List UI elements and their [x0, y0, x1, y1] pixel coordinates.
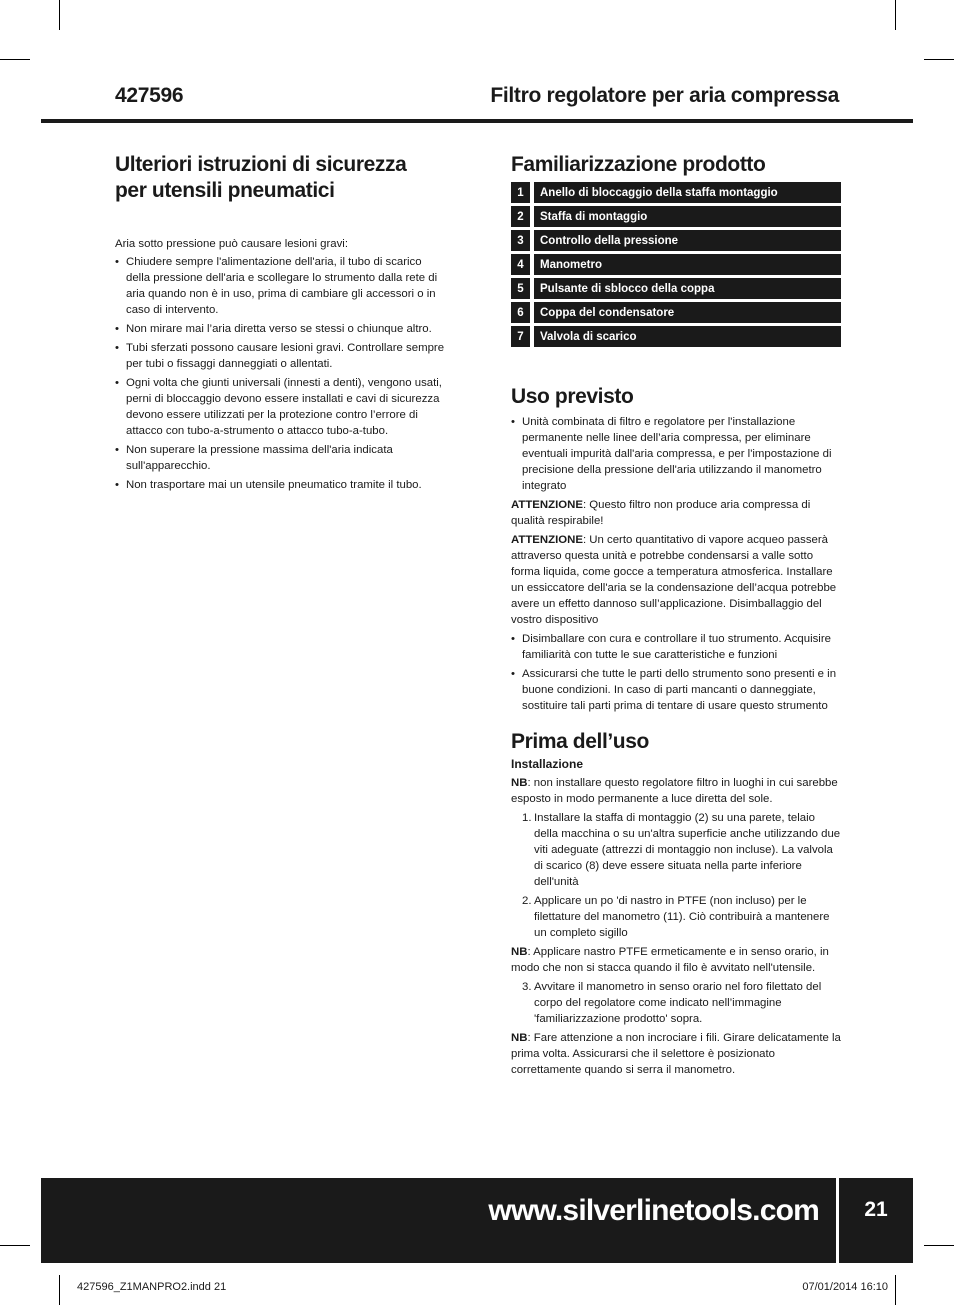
- list-item: [522, 893, 841, 941]
- website-link[interactable]: www.silverlinetools.com: [488, 1194, 819, 1227]
- note-label: NB: [511, 1032, 528, 1044]
- list-item: • Non trasportare mai un utensile pneumatico tramite il tubo.: [115, 477, 445, 493]
- crop-mark: [59, 1275, 60, 1305]
- part-label: Valvola di scarico: [534, 326, 841, 347]
- list-item: • Ogni volta che giunti universali (innesti a denti), vengono usati, perni di bloccaggio devono essere installati e cavi di sicurezza devono essere utilizzati per la protezione contro l’errore di attacco con tubo-a-strumento o attacco tubo-a-tubo.: [115, 375, 445, 439]
- table-row: [511, 230, 841, 251]
- list-item: [522, 979, 841, 1027]
- part-number: 2: [511, 206, 534, 227]
- installation-steps: [511, 810, 841, 941]
- product-code: 427596: [115, 84, 184, 107]
- print-slug-date: 07/01/2014 16:10: [802, 1281, 888, 1293]
- part-number: 3: [511, 230, 534, 251]
- familiarization-title: Familiarizzazione prodotto: [511, 153, 766, 176]
- part-number: 7: [511, 326, 534, 347]
- crop-mark: [895, 0, 896, 30]
- safety-title: [115, 152, 445, 204]
- right-column: [511, 152, 841, 1081]
- safety-section: [115, 152, 445, 496]
- intended-use-list: [511, 414, 841, 494]
- step-text: Installare la staffa di montaggio (2) su una parete, telaio della macchina o su un'altra superficie anche utilizzando due viti adeguate (attrezzi di montaggio non incluse). La valvola di scarico (8) deve essere situata nella parte inferiore dell'unità: [534, 812, 841, 888]
- list-item: • Disimballare con cura e controllare il tuo strumento. Acquisire familiarità con tutte le sue caratteristiche e funzioni: [511, 631, 841, 663]
- page-number: 21: [864, 1198, 888, 1221]
- crop-mark: [924, 59, 954, 60]
- note-text: : Applicare nastro PTFE ermeticamente e in senso orario, in modo che non si stacca quando il filo è avvitato nell'utensile.: [511, 946, 829, 974]
- page-header: [41, 84, 913, 124]
- part-number: 1: [511, 182, 534, 203]
- product-title: Filtro regolatore per aria compressa: [490, 84, 839, 107]
- note-label: NB: [511, 946, 528, 958]
- list-item: • Non superare la pressione massima dell'aria indicata sull'apparecchio.: [115, 442, 445, 474]
- warning-label: ATTENZIONE: [511, 499, 583, 511]
- list-item: • Unità combinata di filtro e regolatore per l'installazione permanente nelle linee dell’aria compressa, per eliminare eventuali impurità dall'aria compressa, e per l'impostazione di precisione della pressione dell'aria utilizzando il manometro integrato: [511, 414, 841, 494]
- unpacking-list: [511, 631, 841, 714]
- crop-mark: [59, 0, 60, 30]
- step-text: Avvitare il manometro in senso orario nel foro filettato del corpo del regolatore come indicato nell’immagine 'familiarizzazione prodotto' sopra.: [534, 981, 822, 1025]
- warning-label: ATTENZIONE: [511, 534, 583, 546]
- list-item: • Tubi sferzati possono causare lesioni gravi. Controllare sempre per tubi o fissaggi danneggiati o allentati.: [115, 340, 445, 372]
- table-row: [511, 254, 841, 275]
- parts-table: [511, 179, 841, 350]
- warning-paragraph: [511, 532, 841, 628]
- warning-text: : Un certo quantitativo di vapore acqueo passerà attraverso questa unità e potrebbe condensarsi a valle sotto forma liquida, come gocce a temperatura atmosferica. Installare un essiccatore dell'aria se la condensazione dell’acqua potrebbe avere un effetto dannoso sull’applicazione. Disimballaggio del vostro dispositivo: [511, 534, 837, 626]
- part-number: 6: [511, 302, 534, 323]
- step-number: 3.: [522, 981, 532, 993]
- part-label: Pulsante di sblocco della coppa: [534, 278, 841, 299]
- note-text: : Fare attenzione a non incrociare i fili. Girare delicatamente la prima volta. Assicurarsi che il selettore è posizionato correttamente quando si serra il manometro.: [511, 1032, 841, 1076]
- table-row: [511, 206, 841, 227]
- note-text: : non installare questo regolatore filtro in luoghi in cui sarebbe esposto in modo permanente a luce diretta del sole.: [511, 777, 838, 805]
- crop-mark: [0, 59, 30, 60]
- print-slug-file: 427596_Z1MANPRO2.indd 21: [77, 1281, 227, 1293]
- part-number: 5: [511, 278, 534, 299]
- warning-text: : Questo filtro non produce aria compressa di qualità respirabile!: [511, 499, 811, 527]
- part-label: Coppa del condensatore: [534, 302, 841, 323]
- installation-subhead: Installazione: [511, 757, 584, 771]
- table-row: [511, 326, 841, 347]
- part-label: Controllo della pressione: [534, 230, 841, 251]
- crop-mark: [0, 1245, 30, 1246]
- table-row: [511, 182, 841, 203]
- step-number: 1.: [522, 812, 532, 824]
- part-label: Staffa di montaggio: [534, 206, 841, 227]
- before-use-title: Prima dell’uso: [511, 730, 649, 753]
- part-number: 4: [511, 254, 534, 275]
- crop-mark: [924, 1245, 954, 1246]
- safety-bullet-list: [115, 254, 445, 493]
- list-item: • Non mirare mai l’aria diretta verso se stessi o chiunque altro.: [115, 321, 445, 337]
- list-item: [522, 810, 841, 890]
- part-label: Anello di bloccaggio della staffa montaggio: [534, 182, 841, 203]
- crop-mark: [895, 1275, 896, 1305]
- note-paragraph: [511, 944, 841, 976]
- installation-steps: [511, 979, 841, 1027]
- note-paragraph: [511, 775, 841, 807]
- note-label: NB: [511, 777, 528, 789]
- table-row: [511, 302, 841, 323]
- safety-title-line1: Ulteriori istruzioni di sicurezza: [115, 153, 407, 176]
- list-item: • Assicurarsi che tutte le parti dello strumento sono presenti e in buone condizioni. In caso di parti mancanti o danneggiate, sostituire tali parti prima di tentare di usare questo strumento: [511, 666, 841, 714]
- safety-intro: Aria sotto pressione può causare lesioni gravi:: [115, 238, 349, 250]
- warning-paragraph: [511, 497, 841, 529]
- step-number: 2.: [522, 895, 532, 907]
- table-row: [511, 278, 841, 299]
- part-label: Manometro: [534, 254, 841, 275]
- list-item: • Chiudere sempre l'alimentazione dell'aria, il tubo di scarico della pressione dell'aria e scollegare lo strumento dalla rete di aria quando non è in uso, prima di cambiare gli accessori o in caso di intervento.: [115, 254, 445, 318]
- note-paragraph: [511, 1030, 841, 1078]
- safety-title-line2: per utensili pneumatici: [115, 179, 335, 202]
- header-rule: [41, 119, 913, 123]
- footer-bar: [41, 1178, 913, 1263]
- intended-use-title: Uso previsto: [511, 385, 634, 408]
- step-text: Applicare un po 'di nastro in PTFE (non incluso) per le filettature del manometro (11). Ciò contribuirà a mantenere un completo sigillo: [534, 895, 830, 939]
